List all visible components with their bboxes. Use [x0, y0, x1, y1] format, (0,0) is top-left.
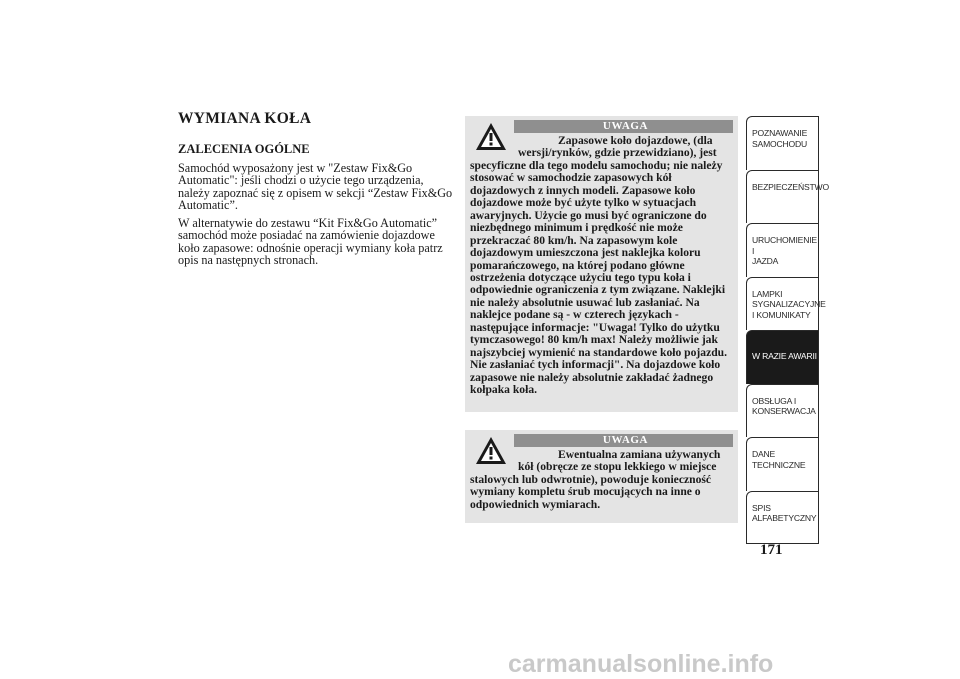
warning-box-wheel-bolts [465, 430, 738, 523]
tab-dane-techniczne[interactable]: DANE TECHNICZNE [746, 437, 819, 491]
tab-uruchomienie-i-jazda[interactable]: URUCHOMIENIE I JAZDA [746, 223, 819, 277]
tab-w-razie-awarii[interactable]: W RAZIE AWARII [746, 330, 819, 384]
paragraph-alternative: W alternatywie do zestawu “Kit Fix&Go Automatic” samochód może posiadać na zamówienie dojazdowe koło zapasowe: odnośnie operacji wymiany koła patrz opis na następnych stronach. [178, 216, 443, 268]
tab-lampki-sygnalizacyjne[interactable]: LAMPKI SYGNALIZACYJNE I KOMUNIKATY [746, 277, 819, 331]
watermark-text: carmanualsonline.info [508, 650, 774, 678]
warning-triangle-icon [474, 121, 508, 153]
paragraph-intro: Samochód wyposażony jest w "Zestaw Fix&Go Automatic": jeśli chodzi o użycie tego urządzenia, należy zapoznać się z opisem w sekcji “Zestaw Fix&Go Automatic”. [178, 161, 453, 213]
chapter-tabs [746, 116, 829, 544]
warning-text: Ewentualna zamiana używanych kół (obręcze ze stopu lekkiego w miejsce stalowych lub odwrotnie), powoduje konieczność wymiany kompletu śrub mocujących na inne o odpowiednich wymiarach. [470, 448, 721, 511]
tab-spis-alfabetyczny[interactable]: SPIS ALFABETYCZNY [746, 491, 819, 545]
warning-heading: UWAGA [514, 120, 733, 133]
warning-text: Zapasowe koło dojazdowe, (dla wersji/rynków, gdzie przewidziano), jest specyficzne dla tego modelu samochodu; nie należy stosować w samochodzie zapasowych kół dojazdowych z innych modeli. Zapasowe koło dojazdowe może być użyte tylko w sytuacjach awaryjnych. Użycie go musi być ograniczone do niezbędnego minimum i prędkość nie może przekraczać 80 km/h. Na zapasowym kole dojazdowym umieszczona jest naklejka koloru pomarańczowego, na której podano główne ostrzeżenia dotyczące użyciu tego typu koła i odpowiednie ograniczenia z tym związane. Naklejki nie należy absolutnie usuwać lub zasłaniać. Na naklejce podane są - w czterech językach - następujące informacje: "Uwaga! Tylko do użytku tymczasowego! 80 km/h max! Należy możliwie jak najszybciej wymienić na standardowe koło pojazdu. Nie zasłaniać tych informacji". Na dojazdowe koło zapasowe nie należy absolutnie zakładać żadnego kołpaka koła. [470, 134, 728, 397]
warning-triangle-icon [474, 435, 508, 467]
tab-poznawanie-samochodu[interactable]: POZNAWANIE SAMOCHODU [746, 116, 819, 170]
page-number: 171 [760, 542, 783, 558]
warning-box-spare-wheel [465, 116, 738, 412]
section-title: WYMIANA KOŁA [178, 110, 312, 127]
tab-obsluga-i-konserwacja[interactable]: OBSŁUGA I KONSERWACJA [746, 384, 819, 438]
tab-bezpieczenstwo[interactable]: BEZPIECZEŃSTWO [746, 170, 819, 224]
section-subtitle: ZALECENIA OGÓLNE [178, 142, 310, 156]
warning-heading: UWAGA [514, 434, 733, 447]
